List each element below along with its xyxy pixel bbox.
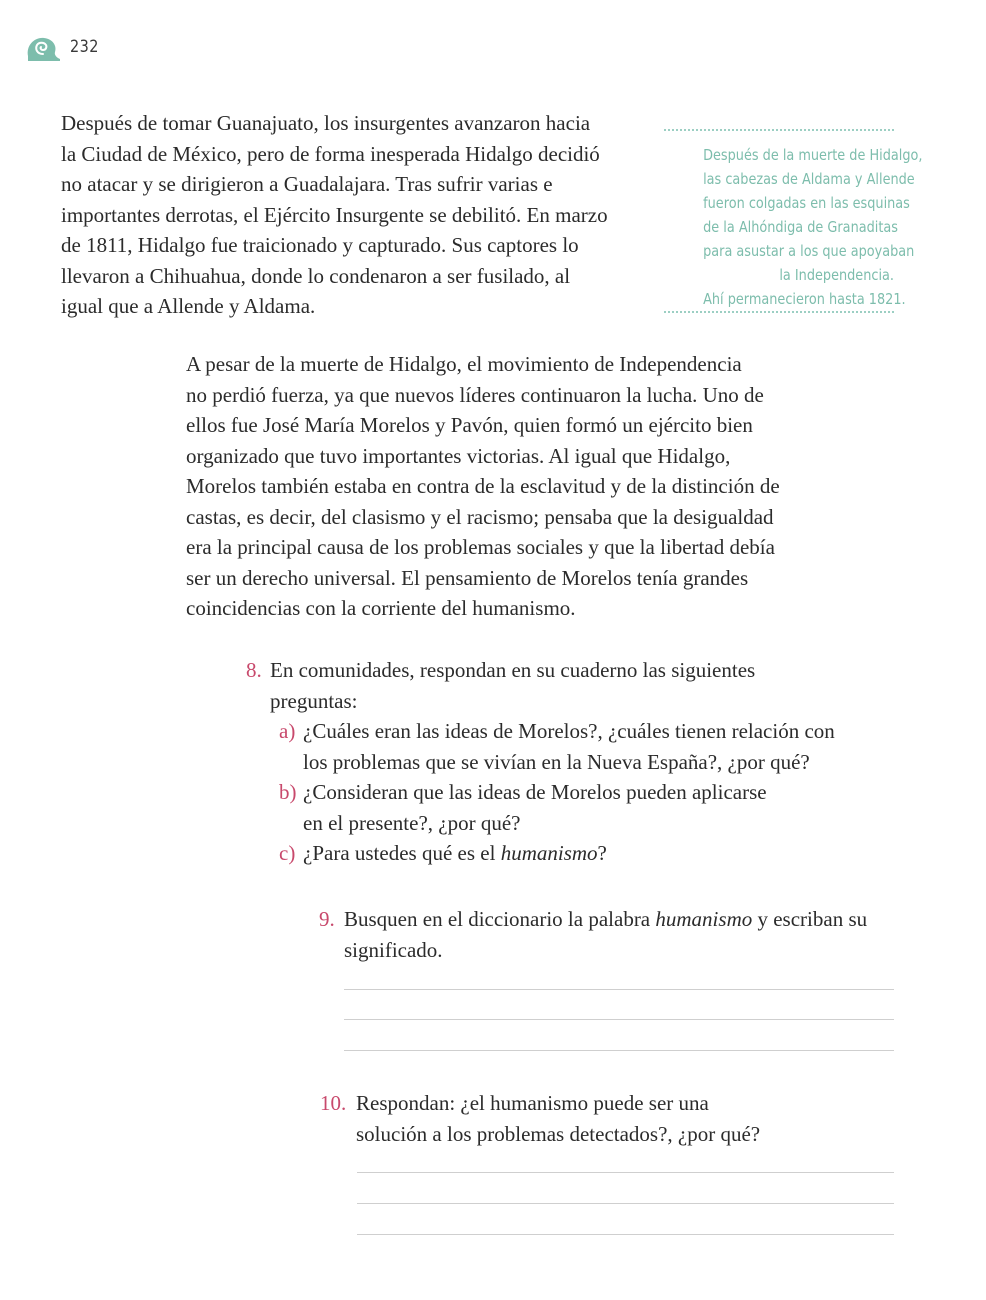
answer-line[interactable] <box>344 989 894 990</box>
text-line: Morelos también estaba en contra de la esclavitud y de la distinción de <box>186 474 780 498</box>
question-letter: a) <box>279 719 296 743</box>
question-line: ¿Consideran que las ideas de Morelos pueden aplicarse <box>303 780 767 804</box>
sidebar-line: fueron colgadas en las esquinas <box>703 194 910 212</box>
text-line: A pesar de la muerte de Hidalgo, el movimiento de Independencia <box>186 352 742 376</box>
text-line: Después de tomar Guanajuato, los insurgentes avanzaron hacia <box>61 111 591 135</box>
answer-line[interactable] <box>344 1050 894 1051</box>
text-line: organizado que tuvo importantes victorias. Al igual que Hidalgo, <box>186 443 731 468</box>
question-line: en el presente?, ¿por qué? <box>303 810 521 835</box>
sidebar-line: la Independencia. <box>779 266 894 284</box>
intro-paragraph <box>61 108 608 322</box>
activity-line: significado. <box>344 937 443 962</box>
activity-line: Respondan: ¿el humanismo puede ser una <box>356 1091 709 1115</box>
question-letter: b) <box>279 780 297 804</box>
sidebar-line: de la Alhóndiga de Granaditas <box>703 218 898 236</box>
sidebar-note <box>664 129 923 313</box>
question-letter: c) <box>279 841 296 865</box>
text-line: igual que a Allende y Aldama. <box>61 294 316 318</box>
activity-number: 10. <box>320 1091 347 1115</box>
question-line: los problemas que se vivían en la Nueva España?, ¿por qué? <box>303 749 810 774</box>
sidebar-line: Ahí permanecieron hasta 1821. <box>703 290 906 308</box>
activity-line: Busquen en el diccionario la palabra humanismo y escriban su <box>344 907 868 931</box>
text-line: no perdió fuerza, ya que nuevos líderes continuaron la lucha. Uno de <box>186 382 764 407</box>
question-line: ¿Para ustedes qué es el humanismo? <box>303 841 607 865</box>
text-line: no atacar y se dirigieron a Guadalajara. Tras sufrir varias e <box>61 172 553 196</box>
text-line: era la principal causa de los problemas sociales y que la libertad debía <box>186 535 775 559</box>
text-line: la Ciudad de México, pero de forma inesperada Hidalgo decidió <box>61 141 600 166</box>
text-line: ser un derecho universal. El pensamiento de Morelos tenía grandes <box>186 565 749 590</box>
answer-line[interactable] <box>357 1203 894 1204</box>
sidebar-line: las cabezas de Aldama y Allende <box>703 170 915 188</box>
activity-number: 8. <box>246 658 262 682</box>
snail-shell-icon <box>24 32 62 62</box>
sidebar-line: Después de la muerte de Hidalgo, <box>703 146 923 164</box>
emphasized-term: humanismo <box>655 907 753 931</box>
page-header <box>24 30 104 64</box>
activity-line: En comunidades, respondan en su cuaderno las siguientes <box>270 658 756 682</box>
answer-line[interactable] <box>357 1234 894 1235</box>
text-line: importantes derrotas, el Ejército Insurgente se debilitó. En marzo <box>61 202 608 227</box>
text-line: ellos fue José María Morelos y Pavón, quien formó un ejército bien <box>186 413 753 437</box>
page-number: 232 <box>70 37 99 57</box>
sidebar-line: para asustar a los que apoyaban <box>703 242 915 260</box>
text-line: coincidencias con la corriente del humanismo. <box>186 596 576 620</box>
activity-number: 9. <box>319 907 335 931</box>
question-line: ¿Cuáles eran las ideas de Morelos?, ¿cuáles tienen relación con <box>303 719 835 743</box>
activity-line: solución a los problemas detectados?, ¿por qué? <box>356 1121 761 1146</box>
morelos-paragraph <box>186 349 780 624</box>
activity-line: preguntas: <box>270 688 358 713</box>
emphasized-term: humanismo <box>500 841 598 865</box>
text-line: castas, es decir, del clasismo y el racismo; pensaba que la desigualdad <box>186 504 774 529</box>
answer-line[interactable] <box>344 1019 894 1020</box>
text-line: de 1811, Hidalgo fue traicionado y capturado. Sus captores lo <box>61 233 579 257</box>
text-line: llevaron a Chihuahua, donde lo condenaron a ser fusilado, al <box>61 263 571 288</box>
answer-line[interactable] <box>357 1172 894 1173</box>
